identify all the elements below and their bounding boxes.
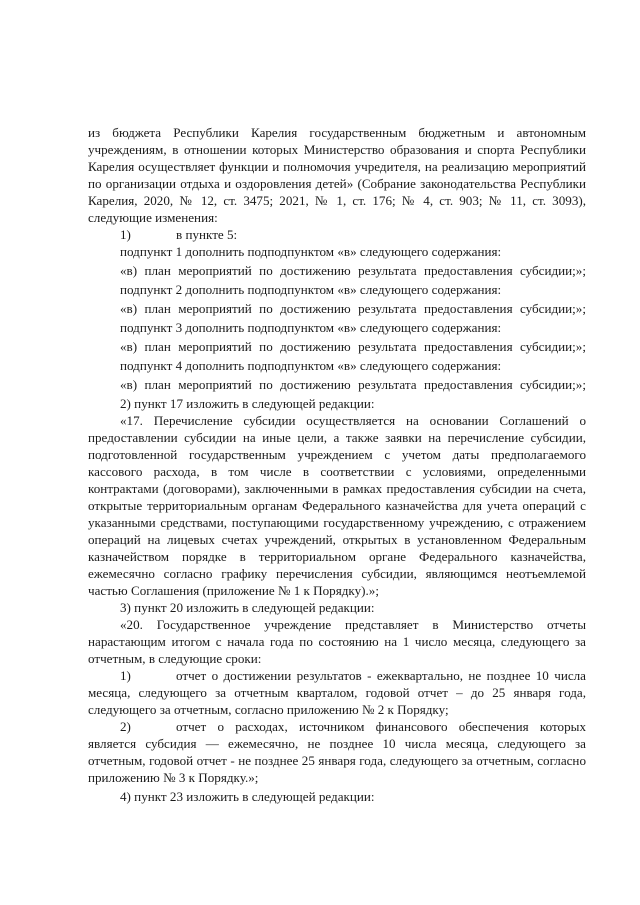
- intro-paragraph: из бюджета Республики Карелия государственным бюджетным и автономным учреждениям, в отношении которых Министерство образования и спорта Республики Карелия осуществляет функции и полномочия учредителя, на реализацию мероприятий по организации отдыха и оздоровления детей» (Собрание законодательства Республики Карелия, 2020, № 12, ст. 3475; 2021, № 1, ст. 176; № 4, ст. 903; № 11, ст. 3093), следующие изменения:: [88, 125, 586, 225]
- item-marker: 2): [120, 719, 131, 734]
- document-body: [88, 124, 586, 805]
- item-3-heading: 3) пункт 20 изложить в следующей редакции:: [120, 600, 375, 615]
- point-20-subitem-2: [88, 718, 586, 786]
- point-20-subitem-1: [88, 667, 586, 718]
- point-17-text: «17. Перечисление субсидии осуществляется на основании Соглашений о предоставлении субсидии на иные цели, а также заявки на перечисление субсидии, подготовленной государственным учреждением с учетом даты предполагаемого кассового расхода, в том числе в соответствии с условиями, определенными контрактами (договорами), заключенными в рамках предоставления субсидии на счета, открытые территориальным органам Федерального казначейства для учета операций с указанными средствами, поступающими государственному учреждению, с отражением операций на лицевых счетах учреждений, открытых в установленном Федеральным казначейством порядке в территориальном органе Федерального казначейства, ежемесячно согласно графику перечисления субсидии, являющимся неотъемлемой частью Соглашения (приложение № 1 к Порядку).»;: [88, 413, 586, 598]
- subpoint-1-heading: подпункт 1 дополнить подподпунктом «в» следующего содержания:: [120, 244, 502, 259]
- subpoint-3-content: «в) план мероприятий по достижению результата предоставления субсидии;»;: [120, 339, 586, 354]
- item-4-heading: 4) пункт 23 изложить в следующей редакции:: [120, 789, 375, 804]
- subpoint-2-content: «в) план мероприятий по достижению результата предоставления субсидии;»;: [120, 301, 586, 316]
- subpoint-4-content: «в) план мероприятий по достижению результата предоставления субсидии;»;: [120, 377, 586, 392]
- item-text: отчет о достижении результатов - ежеквартально, не позднее 10 числа месяца, следующего за отчетным кварталом, годовой отчет – до 25 января года, следующего за отчетным, согласно приложению № 2 к Порядку;: [88, 668, 586, 717]
- subpoint-3-heading: подпункт 3 дополнить подподпунктом «в» следующего содержания:: [120, 320, 502, 335]
- subpoint-1-content: «в) план мероприятий по достижению результата предоставления субсидии;»;: [120, 263, 586, 278]
- item-1-heading: [88, 226, 586, 243]
- item-marker: 1): [120, 668, 131, 683]
- item-2-heading: 2) пункт 17 изложить в следующей редакции:: [120, 396, 375, 411]
- subpoint-2-heading: подпункт 2 дополнить подподпунктом «в» следующего содержания:: [120, 282, 502, 297]
- subpoint-4-heading: подпункт 4 дополнить подподпунктом «в» следующего содержания:: [120, 358, 502, 373]
- item-text: отчет о расходах, источником финансового обеспечения которых является субсидия — ежемесячно, не позднее 10 числа месяца, следующего за отчетным, годовой отчет - не позднее 25 января года, следующего за отчетным, согласно приложению № 3 к Порядку.»;: [88, 719, 586, 785]
- item-text: в пункте 5:: [176, 227, 238, 242]
- item-marker: 1): [120, 227, 131, 242]
- point-20-text: «20. Государственное учреждение представляет в Министерство отчеты нарастающим итогом с начала года по состоянию на 1 число месяца, следующего за отчетным, в следующие сроки:: [88, 617, 586, 666]
